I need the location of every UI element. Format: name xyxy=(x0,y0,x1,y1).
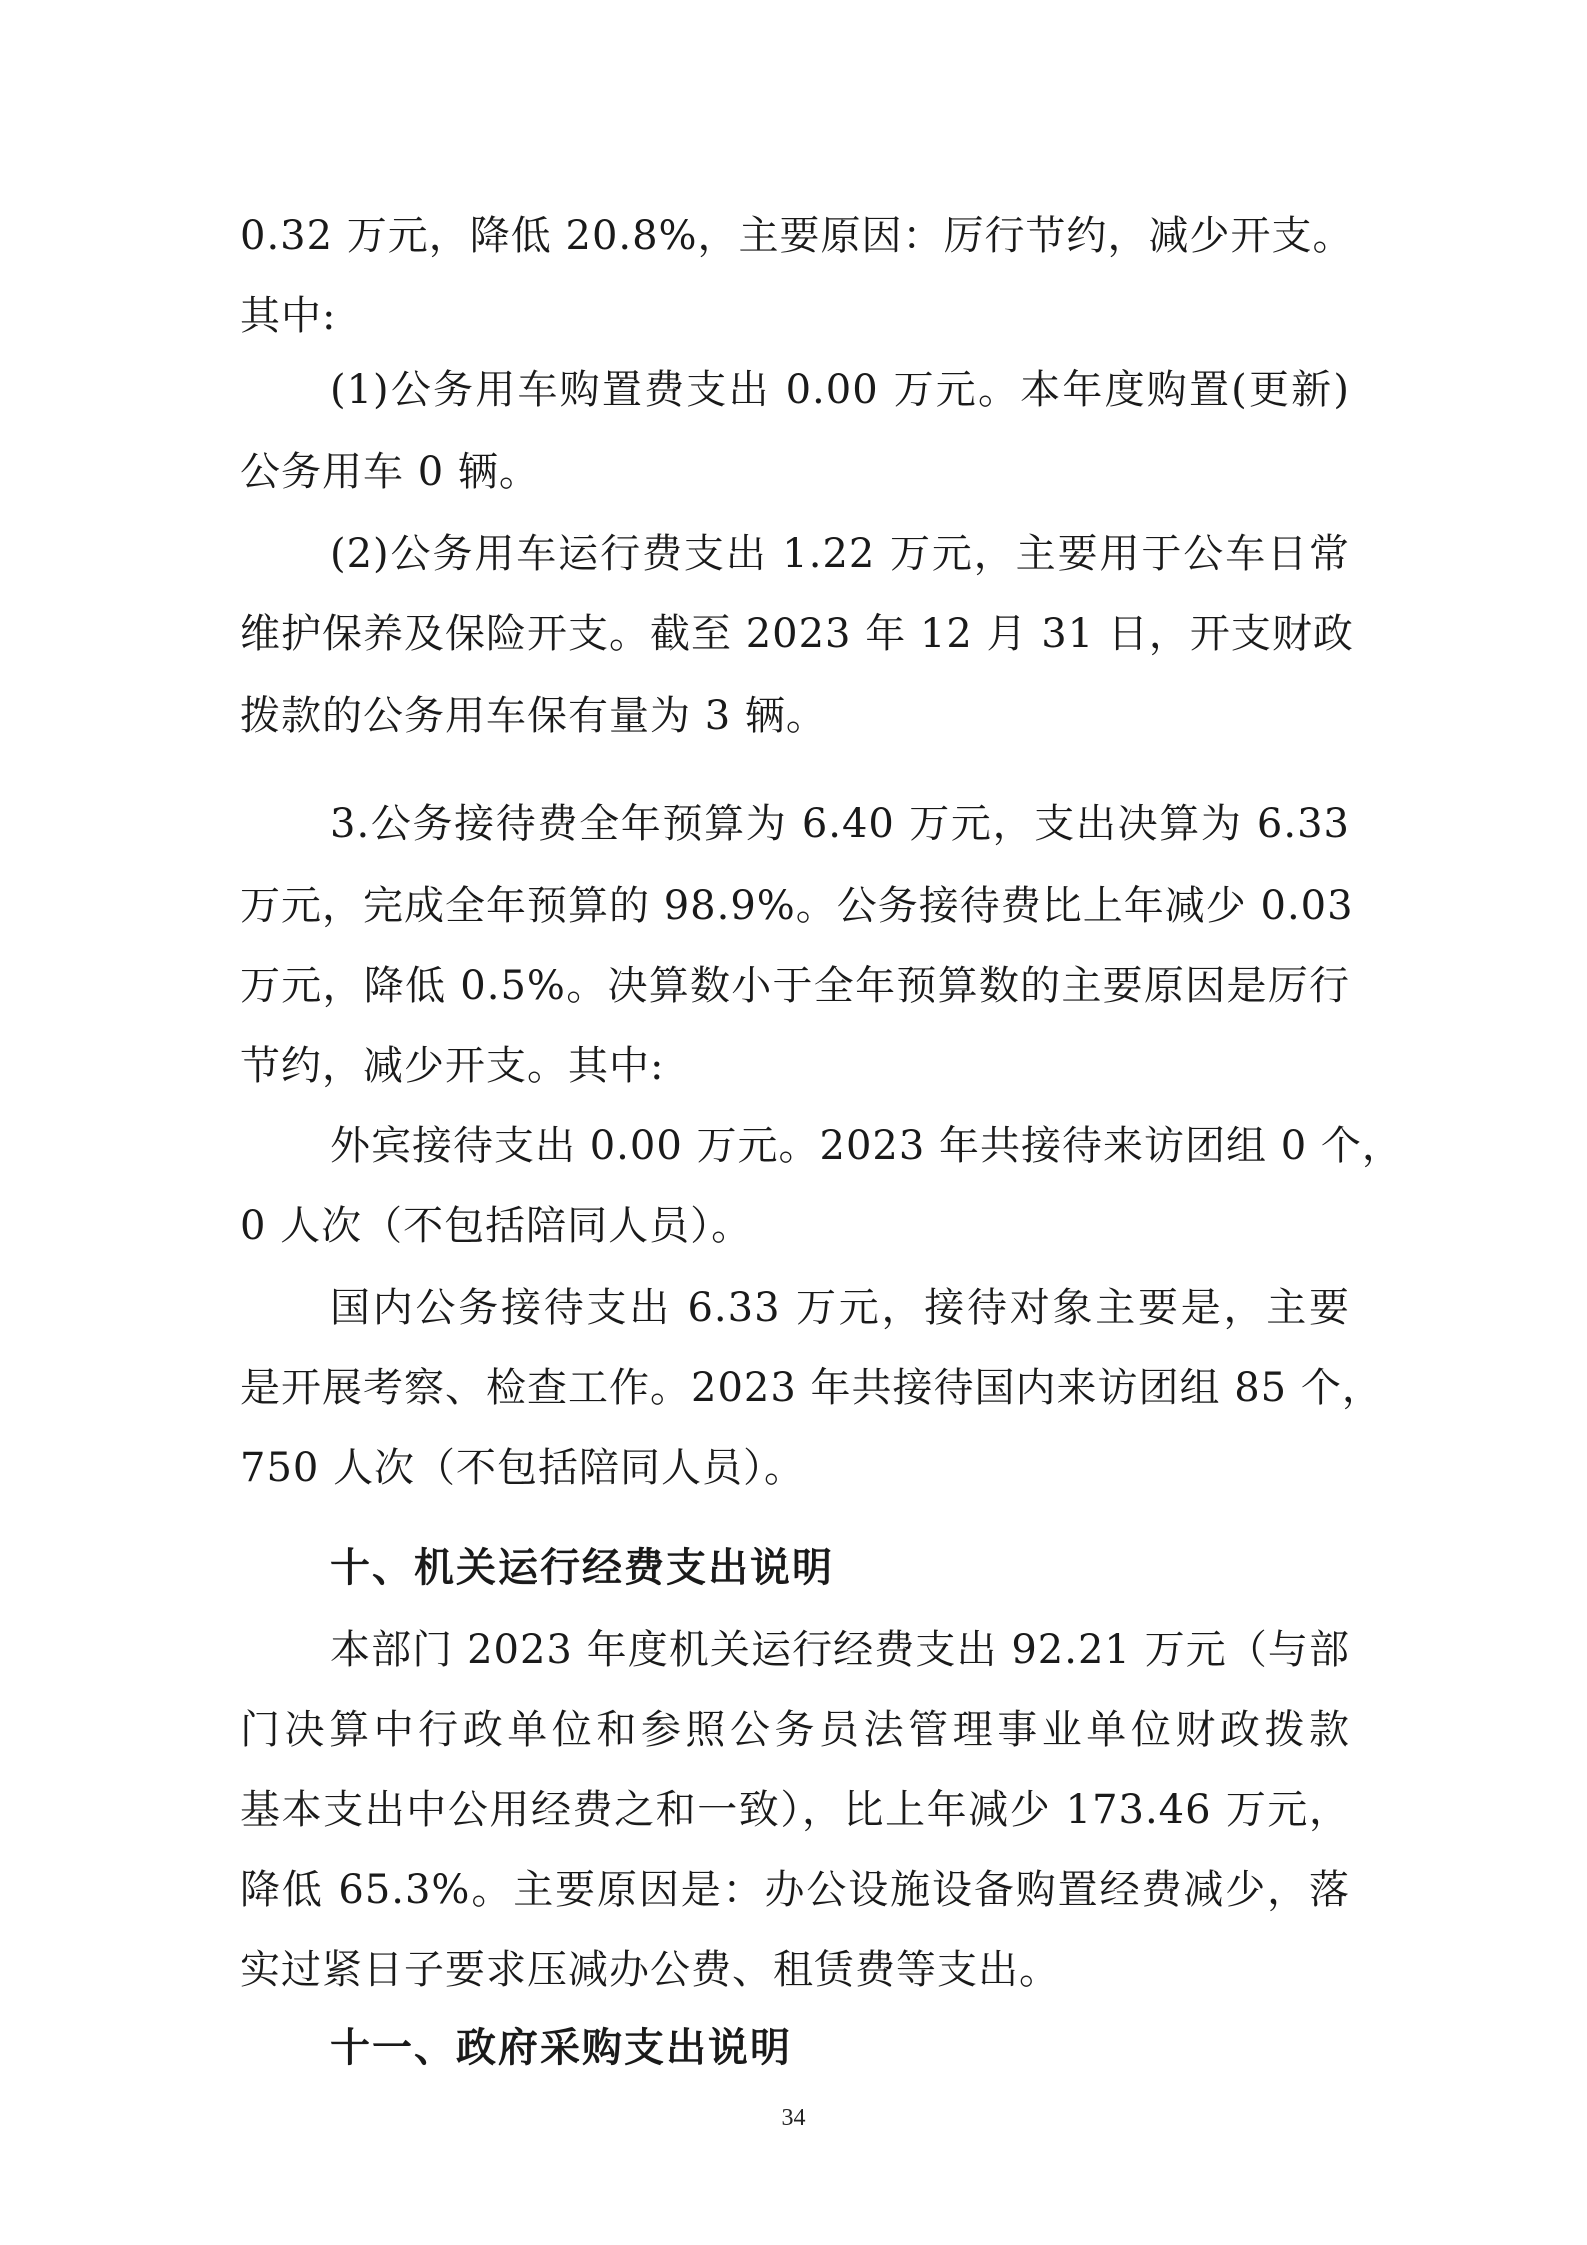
text-line: 0 人次（不包括陪同人员）。 xyxy=(240,1203,753,1249)
text-line: 维护保养及保险开支。截至 2023 年 12 月 31 日，开支财政 xyxy=(240,611,1354,657)
text-line: 节约，减少开支。其中: xyxy=(240,1043,665,1089)
text-line: (2)公务用车运行费支出 1.22 万元，主要用于公车日常 xyxy=(330,531,1350,577)
text-line: 750 人次（不包括陪同人员）。 xyxy=(240,1445,806,1491)
text-line: 拨款的公务用车保有量为 3 辆。 xyxy=(240,693,827,739)
section-heading: 十、机关运行经费支出说明 xyxy=(330,1545,834,1591)
text-line: 国内公务接待支出 6.33 万元，接待对象主要是，主要 xyxy=(330,1285,1350,1331)
text-line: 外宾接待支出 0.00 万元。2023 年共接待来访团组 0 个， xyxy=(330,1123,1403,1169)
page-number: 34 xyxy=(781,2105,806,2131)
section-heading: 十一、政府采购支出说明 xyxy=(330,2025,792,2071)
text-line: (1)公务用车购置费支出 0.00 万元。本年度购置(更新) xyxy=(330,367,1350,413)
text-line: 实过紧日子要求压减办公费、租赁费等支出。 xyxy=(240,1947,1060,1993)
text-line: 万元，降低 0.5%。决算数小于全年预算数的主要原因是厉行 xyxy=(240,963,1350,1009)
text-line: 0.32 万元，降低 20.8%，主要原因：厉行节约，减少开支。 xyxy=(240,213,1354,259)
text-line: 门决算中行政单位和参照公务员法管理事业单位财政拨款 xyxy=(240,1707,1350,1753)
text-line: 公务用车 0 辆。 xyxy=(240,449,540,495)
text-line: 万元，完成全年预算的 98.9%。公务接待费比上年减少 0.03 xyxy=(240,883,1354,929)
text-line: 基本支出中公用经费之和一致），比上年减少 173.46 万元， xyxy=(240,1787,1350,1833)
text-line: 其中: xyxy=(240,293,337,339)
text-line: 本部门 2023 年度机关运行经费支出 92.21 万元（与部 xyxy=(330,1627,1350,1673)
text-line: 是开展考察、检查工作。2023 年共接待国内来访团组 85 个， xyxy=(240,1365,1383,1411)
text-line: 降低 65.3%。主要原因是：办公设施设备购置经费减少，落 xyxy=(240,1867,1350,1913)
text-line: 3.公务接待费全年预算为 6.40 万元，支出决算为 6.33 xyxy=(330,801,1350,847)
